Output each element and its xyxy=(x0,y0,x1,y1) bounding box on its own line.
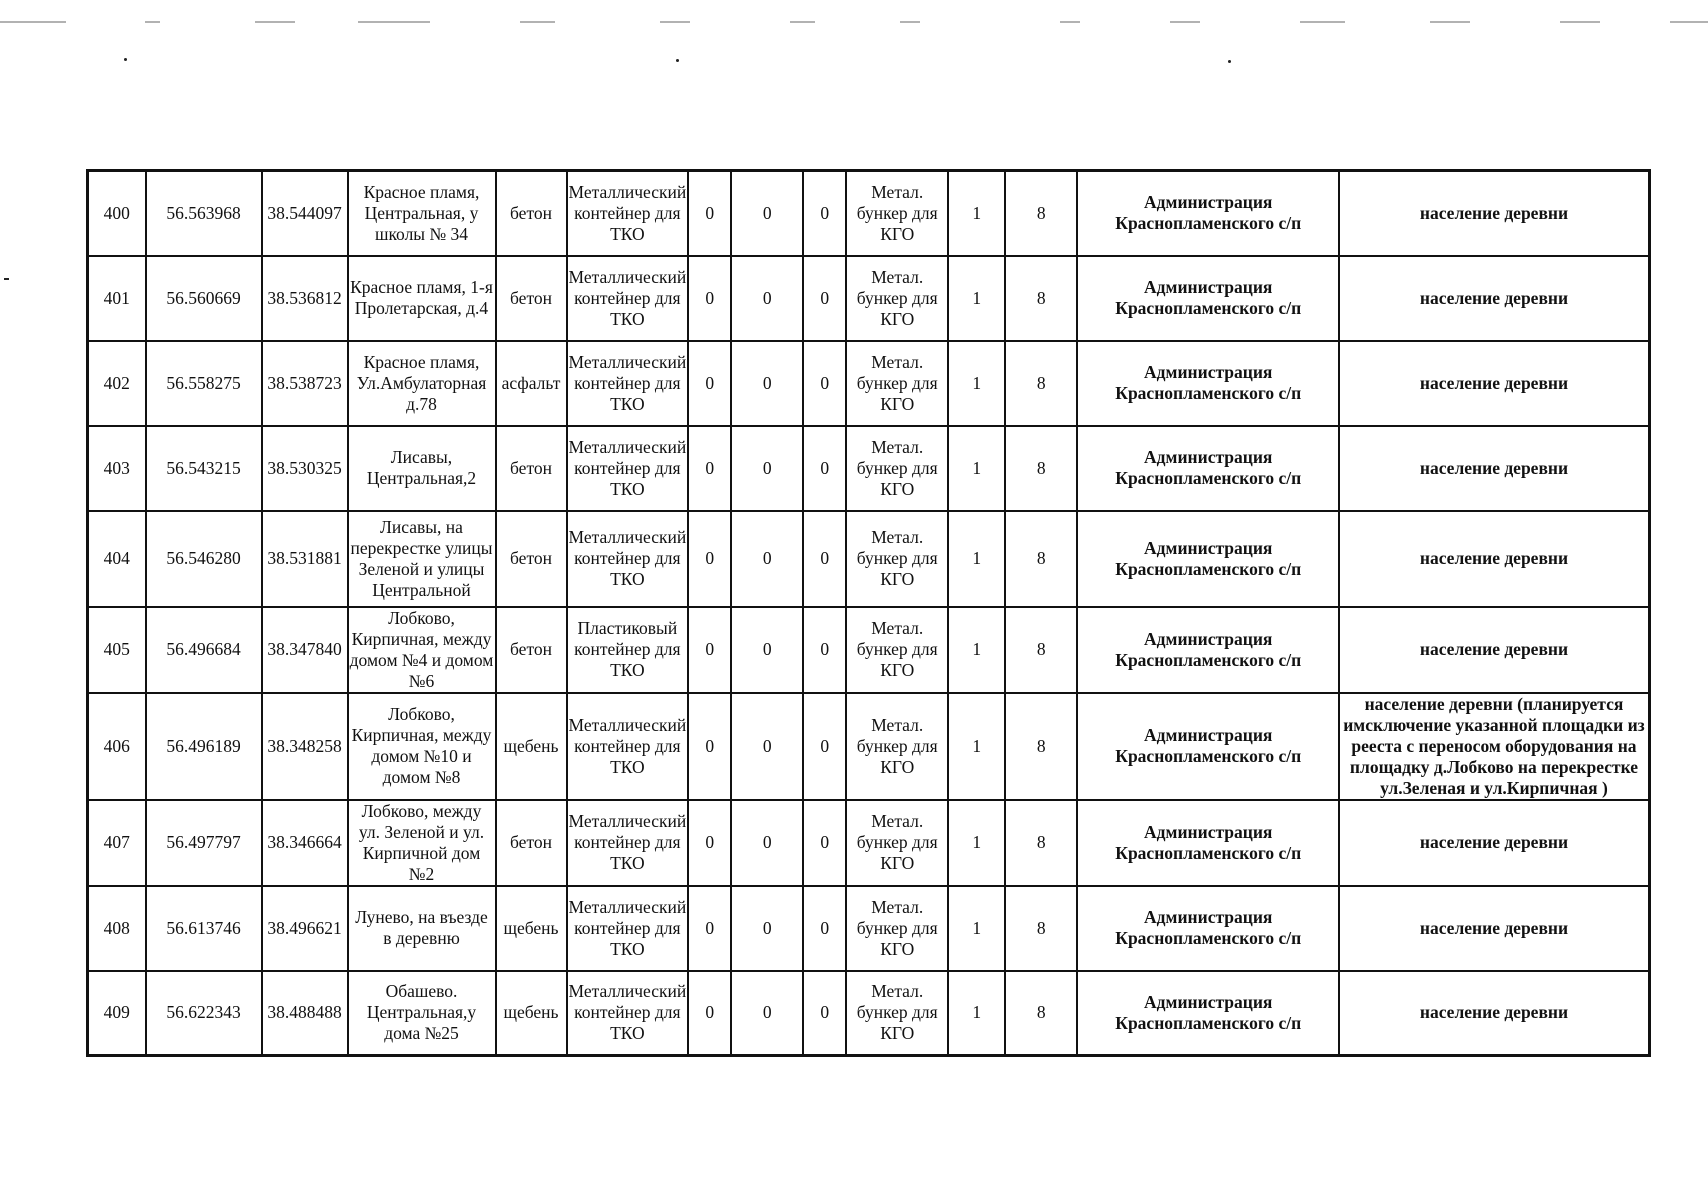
row-number-cell: 408 xyxy=(88,886,146,971)
address-cell: Красное пламя, Ул.Амбулаторная д.78 xyxy=(348,341,496,426)
longitude-cell: 38.496621 xyxy=(262,886,348,971)
volume-cell: 8 xyxy=(1005,971,1077,1056)
value-b-cell: 0 xyxy=(731,171,803,256)
latitude-cell: 56.546280 xyxy=(146,511,262,607)
table-row xyxy=(88,341,1650,426)
note-cell: население деревни xyxy=(1339,971,1649,1056)
owner-cell: Администрация Краснопламенского с/п xyxy=(1077,693,1339,800)
latitude-cell: 56.622343 xyxy=(146,971,262,1056)
value-b-cell: 0 xyxy=(731,426,803,511)
kgo-type-cell: Метал. бункер для КГО xyxy=(846,511,948,607)
scan-dot xyxy=(4,278,9,280)
longitude-cell: 38.530325 xyxy=(262,426,348,511)
scan-artifact-strip xyxy=(0,20,1708,44)
scan-dot xyxy=(124,58,127,61)
row-number-cell: 403 xyxy=(88,426,146,511)
surface-cell: щебень xyxy=(496,971,567,1056)
row-number-cell: 400 xyxy=(88,171,146,256)
owner-cell: Администрация Краснопламенского с/п xyxy=(1077,171,1339,256)
surface-cell: асфальт xyxy=(496,341,567,426)
count-cell: 1 xyxy=(948,886,1005,971)
kgo-type-cell: Метал. бункер для КГО xyxy=(846,341,948,426)
value-a-cell: 0 xyxy=(688,800,731,886)
container-type-cell: Металлический контейнер для ТКО xyxy=(567,426,689,511)
address-cell: Лисавы, на перекрестке улицы Зеленой и улицы Центральной xyxy=(348,511,496,607)
count-cell: 1 xyxy=(948,511,1005,607)
scan-dot xyxy=(676,59,679,62)
surface-cell: бетон xyxy=(496,426,567,511)
note-cell: население деревни xyxy=(1339,256,1649,341)
value-b-cell: 0 xyxy=(731,693,803,800)
latitude-cell: 56.563968 xyxy=(146,171,262,256)
kgo-type-cell: Метал. бункер для КГО xyxy=(846,971,948,1056)
count-cell: 1 xyxy=(948,693,1005,800)
longitude-cell: 38.544097 xyxy=(262,171,348,256)
table-row xyxy=(88,171,1650,256)
note-cell: население деревни xyxy=(1339,341,1649,426)
value-b-cell: 0 xyxy=(731,607,803,693)
value-c-cell: 0 xyxy=(803,341,846,426)
container-type-cell: Металлический контейнер для ТКО xyxy=(567,693,689,800)
registry-sheet xyxy=(86,169,1651,1057)
address-cell: Лунево, на въезде в деревню xyxy=(348,886,496,971)
table-row xyxy=(88,886,1650,971)
note-cell: население деревни xyxy=(1339,607,1649,693)
table-row xyxy=(88,693,1650,800)
volume-cell: 8 xyxy=(1005,693,1077,800)
row-number-cell: 401 xyxy=(88,256,146,341)
row-number-cell: 407 xyxy=(88,800,146,886)
table-row xyxy=(88,426,1650,511)
value-a-cell: 0 xyxy=(688,693,731,800)
count-cell: 1 xyxy=(948,800,1005,886)
table-row xyxy=(88,607,1650,693)
value-c-cell: 0 xyxy=(803,886,846,971)
owner-cell: Администрация Краснопламенского с/п xyxy=(1077,607,1339,693)
count-cell: 1 xyxy=(948,971,1005,1056)
latitude-cell: 56.558275 xyxy=(146,341,262,426)
kgo-type-cell: Метал. бункер для КГО xyxy=(846,886,948,971)
volume-cell: 8 xyxy=(1005,886,1077,971)
note-cell: население деревни xyxy=(1339,886,1649,971)
address-cell: Красное пламя, Центральная, у школы № 34 xyxy=(348,171,496,256)
longitude-cell: 38.346664 xyxy=(262,800,348,886)
address-cell: Лобково, Кирпичная, между домом №10 и домом №8 xyxy=(348,693,496,800)
latitude-cell: 56.560669 xyxy=(146,256,262,341)
latitude-cell: 56.496189 xyxy=(146,693,262,800)
latitude-cell: 56.497797 xyxy=(146,800,262,886)
note-cell: население деревни xyxy=(1339,800,1649,886)
surface-cell: бетон xyxy=(496,256,567,341)
container-type-cell: Металлический контейнер для ТКО xyxy=(567,886,689,971)
volume-cell: 8 xyxy=(1005,341,1077,426)
surface-cell: бетон xyxy=(496,171,567,256)
owner-cell: Администрация Краснопламенского с/п xyxy=(1077,886,1339,971)
value-b-cell: 0 xyxy=(731,800,803,886)
longitude-cell: 38.538723 xyxy=(262,341,348,426)
volume-cell: 8 xyxy=(1005,256,1077,341)
address-cell: Лисавы, Центральная,2 xyxy=(348,426,496,511)
longitude-cell: 38.531881 xyxy=(262,511,348,607)
longitude-cell: 38.348258 xyxy=(262,693,348,800)
kgo-type-cell: Метал. бункер для КГО xyxy=(846,693,948,800)
value-c-cell: 0 xyxy=(803,171,846,256)
value-a-cell: 0 xyxy=(688,971,731,1056)
table-row xyxy=(88,971,1650,1056)
longitude-cell: 38.536812 xyxy=(262,256,348,341)
count-cell: 1 xyxy=(948,256,1005,341)
kgo-type-cell: Метал. бункер для КГО xyxy=(846,607,948,693)
value-c-cell: 0 xyxy=(803,800,846,886)
value-c-cell: 0 xyxy=(803,693,846,800)
latitude-cell: 56.496684 xyxy=(146,607,262,693)
note-cell: население деревни (планируется имсключение указанной площадки из реестa с переносом оборудования на площадку д.Лобково на перекрестке ул.Зеленая и ул.Кирпичная ) xyxy=(1339,693,1649,800)
value-b-cell: 0 xyxy=(731,886,803,971)
latitude-cell: 56.543215 xyxy=(146,426,262,511)
value-c-cell: 0 xyxy=(803,256,846,341)
count-cell: 1 xyxy=(948,171,1005,256)
waste-site-registry-table xyxy=(86,169,1651,1057)
address-cell: Лобково, Кирпичная, между домом №4 и домом №6 xyxy=(348,607,496,693)
row-number-cell: 404 xyxy=(88,511,146,607)
row-number-cell: 406 xyxy=(88,693,146,800)
container-type-cell: Пластиковый контейнер для ТКО xyxy=(567,607,689,693)
value-a-cell: 0 xyxy=(688,341,731,426)
scan-dot xyxy=(1228,60,1231,63)
kgo-type-cell: Метал. бункер для КГО xyxy=(846,256,948,341)
table-row xyxy=(88,256,1650,341)
value-c-cell: 0 xyxy=(803,607,846,693)
table-row xyxy=(88,511,1650,607)
surface-cell: бетон xyxy=(496,800,567,886)
volume-cell: 8 xyxy=(1005,800,1077,886)
owner-cell: Администрация Краснопламенского с/п xyxy=(1077,426,1339,511)
value-c-cell: 0 xyxy=(803,971,846,1056)
value-b-cell: 0 xyxy=(731,341,803,426)
registry-body xyxy=(88,171,1650,1056)
note-cell: население деревни xyxy=(1339,426,1649,511)
value-a-cell: 0 xyxy=(688,256,731,341)
longitude-cell: 38.488488 xyxy=(262,971,348,1056)
kgo-type-cell: Метал. бункер для КГО xyxy=(846,800,948,886)
count-cell: 1 xyxy=(948,341,1005,426)
volume-cell: 8 xyxy=(1005,511,1077,607)
kgo-type-cell: Метал. бункер для КГО xyxy=(846,426,948,511)
address-cell: Лобково, между ул. Зеленой и ул. Кирпичной дом №2 xyxy=(348,800,496,886)
row-number-cell: 405 xyxy=(88,607,146,693)
value-a-cell: 0 xyxy=(688,171,731,256)
surface-cell: бетон xyxy=(496,607,567,693)
container-type-cell: Металлический контейнер для ТКО xyxy=(567,256,689,341)
value-a-cell: 0 xyxy=(688,607,731,693)
owner-cell: Администрация Краснопламенского с/п xyxy=(1077,511,1339,607)
owner-cell: Администрация Краснопламенского с/п xyxy=(1077,800,1339,886)
owner-cell: Администрация Краснопламенского с/п xyxy=(1077,341,1339,426)
container-type-cell: Металлический контейнер для ТКО xyxy=(567,511,689,607)
value-b-cell: 0 xyxy=(731,511,803,607)
row-number-cell: 409 xyxy=(88,971,146,1056)
value-c-cell: 0 xyxy=(803,426,846,511)
count-cell: 1 xyxy=(948,607,1005,693)
container-type-cell: Металлический контейнер для ТКО xyxy=(567,971,689,1056)
value-a-cell: 0 xyxy=(688,886,731,971)
value-b-cell: 0 xyxy=(731,971,803,1056)
value-a-cell: 0 xyxy=(688,426,731,511)
surface-cell: бетон xyxy=(496,511,567,607)
row-number-cell: 402 xyxy=(88,341,146,426)
address-cell: Красное пламя, 1-я Пролетарская, д.4 xyxy=(348,256,496,341)
surface-cell: щебень xyxy=(496,886,567,971)
container-type-cell: Металлический контейнер для ТКО xyxy=(567,171,689,256)
table-row xyxy=(88,800,1650,886)
volume-cell: 8 xyxy=(1005,607,1077,693)
value-a-cell: 0 xyxy=(688,511,731,607)
longitude-cell: 38.347840 xyxy=(262,607,348,693)
kgo-type-cell: Метал. бункер для КГО xyxy=(846,171,948,256)
value-c-cell: 0 xyxy=(803,511,846,607)
note-cell: население деревни xyxy=(1339,511,1649,607)
container-type-cell: Металлический контейнер для ТКО xyxy=(567,341,689,426)
value-b-cell: 0 xyxy=(731,256,803,341)
address-cell: Обашево. Центральная,у дома №25 xyxy=(348,971,496,1056)
owner-cell: Администрация Краснопламенского с/п xyxy=(1077,971,1339,1056)
volume-cell: 8 xyxy=(1005,426,1077,511)
count-cell: 1 xyxy=(948,426,1005,511)
container-type-cell: Металлический контейнер для ТКО xyxy=(567,800,689,886)
owner-cell: Администрация Краснопламенского с/п xyxy=(1077,256,1339,341)
scan-line-marks xyxy=(0,20,1708,44)
volume-cell: 8 xyxy=(1005,171,1077,256)
surface-cell: щебень xyxy=(496,693,567,800)
latitude-cell: 56.613746 xyxy=(146,886,262,971)
note-cell: население деревни xyxy=(1339,171,1649,256)
